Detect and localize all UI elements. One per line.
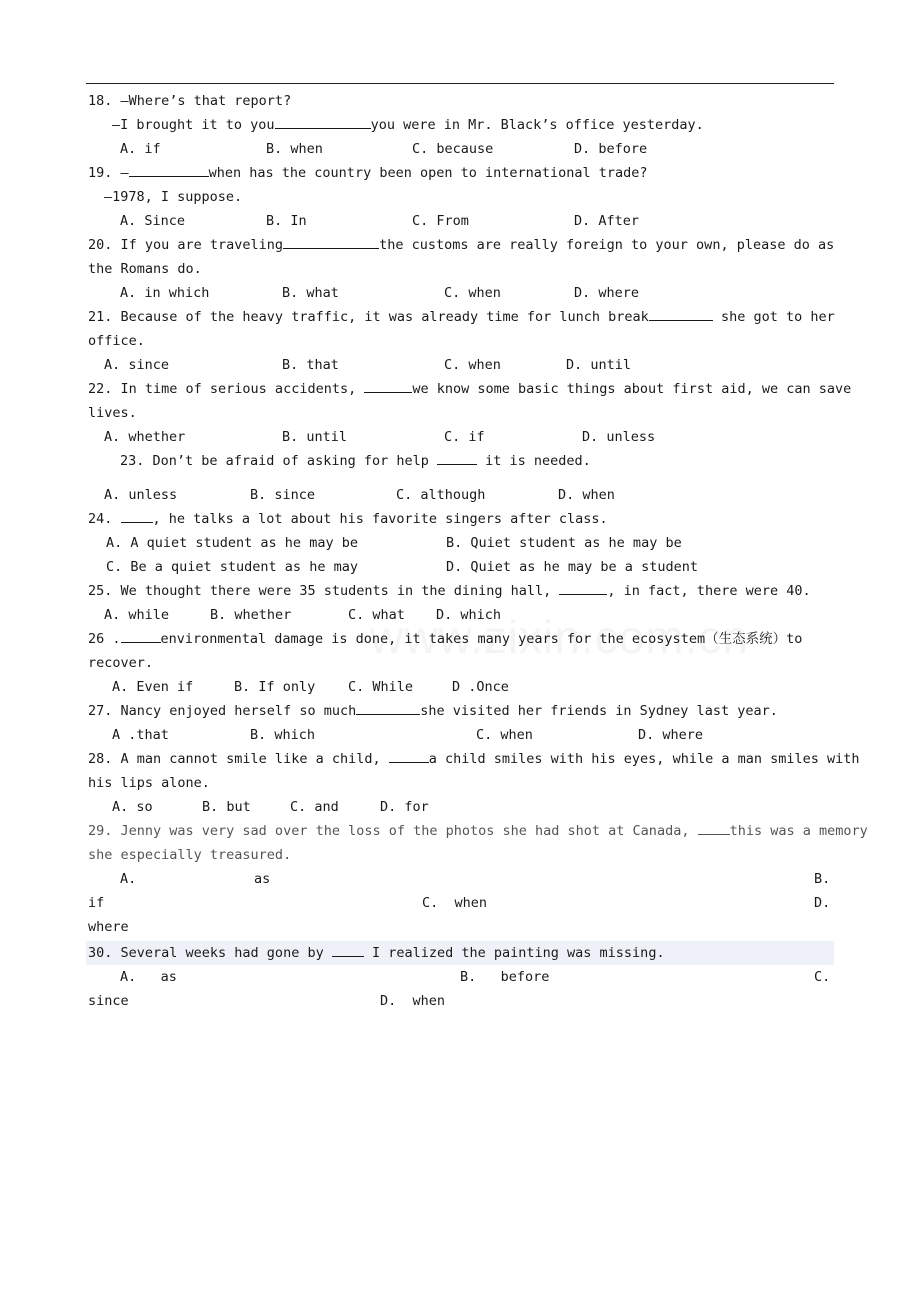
q22-stem: 22. In time of serious accidents, we know some basic things about first aid, we can save — [88, 377, 851, 401]
q21-option-c[interactable]: C. when — [444, 357, 501, 373]
q20-option-c[interactable]: C. when — [444, 285, 501, 301]
q30-option-d[interactable]: D. when — [380, 993, 446, 1009]
answer-blank[interactable] — [437, 449, 477, 465]
q21-option-b[interactable]: B. that — [282, 357, 339, 373]
q18-stem: 18. —Where’s that report? — [88, 93, 292, 109]
q24-option-a[interactable]: A. A quiet student as he may be — [106, 535, 358, 551]
q22-option-c[interactable]: C. if — [444, 429, 485, 445]
q26-option-d[interactable]: D .Once — [452, 679, 509, 695]
q27-option-d[interactable]: D. where — [638, 727, 704, 743]
answer-blank[interactable] — [649, 305, 713, 321]
q29-option-b-letter[interactable]: B. — [814, 871, 831, 887]
q18-line2: —I brought it to you you were in Mr. Black’s office yesterday. — [112, 113, 704, 137]
q18-option-c[interactable]: C. because — [412, 141, 494, 157]
q29-stem: 29. Jenny was very sad over the loss of the photos she had shot at Canada, this was a memory — [88, 819, 868, 843]
q28-option-c[interactable]: C. and — [290, 799, 339, 815]
q27-option-c[interactable]: C. when — [476, 727, 533, 743]
q30-option-c-word[interactable]: since — [88, 993, 129, 1009]
q26-stem: 26 . environmental damage is done, it takes many years for the ecosystem（生态系统）to — [88, 627, 802, 651]
q19-stem: 19. — when has the country been open to international trade? — [88, 161, 648, 185]
answer-blank[interactable] — [121, 627, 161, 643]
q23-stem: 23. Don’t be afraid of asking for help it is needed. — [120, 449, 591, 473]
q20-option-d[interactable]: D. where — [574, 285, 640, 301]
q18-option-b[interactable]: B. when — [266, 141, 323, 157]
q25-option-c[interactable]: C. what — [348, 607, 405, 623]
q25-stem: 25. We thought there were 35 students in the dining hall, , in fact, there were 40. — [88, 579, 811, 603]
q28-stem: 28. A man cannot smile like a child, a child smiles with his eyes, while a man smiles with — [88, 747, 860, 771]
top-rule — [86, 83, 834, 84]
answer-blank[interactable] — [129, 161, 209, 177]
q21-stem: 21. Because of the heavy traffic, it was already time for lunch break she got to her — [88, 305, 835, 329]
q25-option-b[interactable]: B. whether — [210, 607, 292, 623]
q20-line2: the Romans do. — [88, 261, 202, 277]
q28-line2: his lips alone. — [88, 775, 210, 791]
q20-option-b[interactable]: B. what — [282, 285, 339, 301]
q28-option-b[interactable]: B. but — [202, 799, 251, 815]
q24-option-d[interactable]: D. Quiet as he may be a student — [446, 559, 698, 575]
q29-option-b-word[interactable]: if — [88, 895, 105, 911]
q24-option-c[interactable]: C. Be a quiet student as he may — [106, 559, 358, 575]
answer-blank[interactable] — [559, 579, 607, 595]
q29-option-d-word[interactable]: where — [88, 919, 129, 935]
q27-option-a[interactable]: A .that — [112, 727, 169, 743]
q22-option-a[interactable]: A. whether — [104, 429, 186, 445]
q24-stem: 24. , he talks a lot about his favorite singers after class. — [88, 507, 608, 531]
q18-option-d[interactable]: D. before — [574, 141, 648, 157]
q23-option-b[interactable]: B. since — [250, 487, 316, 503]
q29-option-d-letter[interactable]: D. — [814, 895, 831, 911]
q19-line2: —1978, I suppose. — [104, 189, 243, 205]
q23-option-d[interactable]: D. when — [558, 487, 615, 503]
answer-blank[interactable] — [121, 507, 153, 523]
q23-option-a[interactable]: A. unless — [104, 487, 178, 503]
q22-line2: lives. — [88, 405, 137, 421]
q26-option-b[interactable]: B. If only — [234, 679, 316, 695]
q30-option-a[interactable]: A. as — [120, 969, 177, 985]
q26-line2: recover. — [88, 655, 154, 671]
q28-option-d[interactable]: D. for — [380, 799, 429, 815]
q19-option-b[interactable]: B. In — [266, 213, 307, 229]
answer-blank[interactable] — [356, 699, 420, 715]
q30-stem: 30. Several weeks had gone by I realized the painting was missing. — [88, 941, 665, 965]
q20-option-a[interactable]: A. in which — [120, 285, 210, 301]
q29-line2: she especially treasured. — [88, 847, 292, 863]
answer-blank[interactable] — [364, 377, 412, 393]
q23-option-c[interactable]: C. although — [396, 487, 486, 503]
q30-option-b[interactable]: B. before — [460, 969, 550, 985]
q18-option-a[interactable]: A. if — [120, 141, 161, 157]
q29-option-a-word[interactable]: as — [254, 871, 271, 887]
answer-blank[interactable] — [389, 747, 429, 763]
q21-option-a[interactable]: A. since — [104, 357, 170, 373]
q24-option-b[interactable]: B. Quiet student as he may be — [446, 535, 682, 551]
answer-blank[interactable] — [698, 819, 730, 835]
q19-option-a[interactable]: A. Since — [120, 213, 186, 229]
q20-stem: 20. If you are traveling the customs are really foreign to your own, please do as — [88, 233, 834, 257]
q27-option-b[interactable]: B. which — [250, 727, 316, 743]
q21-line2: office. — [88, 333, 145, 349]
q27-stem: 27. Nancy enjoyed herself so much she visited her friends in Sydney last year. — [88, 699, 778, 723]
q25-option-d[interactable]: D. which — [436, 607, 502, 623]
q22-option-d[interactable]: D. unless — [582, 429, 656, 445]
q21-option-d[interactable]: D. until — [566, 357, 632, 373]
q30-option-c-letter[interactable]: C. — [814, 969, 831, 985]
q29-option-a-letter[interactable]: A. — [120, 871, 137, 887]
q28-option-a[interactable]: A. so — [112, 799, 153, 815]
q22-option-b[interactable]: B. until — [282, 429, 348, 445]
q25-option-a[interactable]: A. while — [104, 607, 170, 623]
q19-option-d[interactable]: D. After — [574, 213, 640, 229]
q19-option-c[interactable]: C. From — [412, 213, 469, 229]
q26-option-a[interactable]: A. Even if — [112, 679, 194, 695]
answer-blank[interactable] — [283, 233, 379, 249]
answer-blank[interactable] — [275, 113, 371, 129]
q26-option-c[interactable]: C. While — [348, 679, 414, 695]
q29-option-c[interactable]: C. when — [422, 895, 488, 911]
answer-blank[interactable] — [332, 941, 364, 957]
